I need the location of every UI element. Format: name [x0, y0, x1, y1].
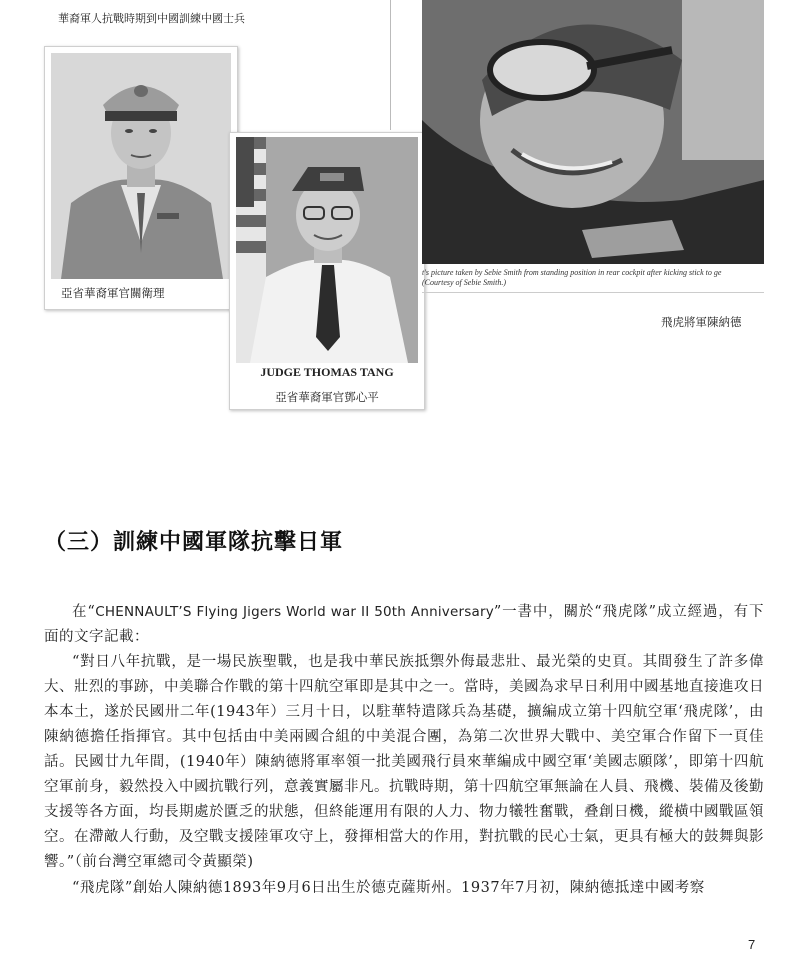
section-heading: （三）訓練中國軍隊抗擊日軍 [44, 529, 344, 555]
pilot-photo-credit [422, 268, 764, 288]
officer-portrait-image [51, 53, 231, 279]
paragraph-quote: “對日八年抗戰，是一場民族聖戰，也是我中華民族抵禦外侮最悲壯、最光榮的史頁。其間發生了許多偉大、壯烈的事跡，中美聯合作戰的第十四航空軍即是其中之一。當時，美國為求早日利用中國基地直接進攻日本本土，遂於民國卅二年(1943年）三月十日，以駐華特遣隊兵為基礎，擴編成立第十四航空軍‘飛虎隊’，由陳納德擔任指揮官。其中包括由中美兩國合組的中美混合團，為第二次世界大戰中、美空軍合作留下一頁佳話。民國廿九年間，(1940年）陳納德將軍率領一批美國飛行員來華編成中國空軍‘美國志願隊’，即第十四航空軍前身，毅然投入中國抗戰行列，意義實屬非凡。抗戰時期，第十四航空軍無論在人員、飛機、裝備及後勤支援等各方面，均長期處於匱乏的狀態，但終能運用有限的人力、物力犧牲奮戰，叠創日機，縱橫中國戰區領空。在滯敵人行動，及空戰支援陸軍攻守上，發揮相當大的作用，對抗戰的民心士氣，更具有極大的鼓舞與影響。”（前台灣空軍總司令黃顯榮) [44, 654, 764, 870]
pilot-photo [422, 0, 764, 264]
page-number: 7 [748, 937, 756, 952]
judge-caption: 亞省華裔軍官鄧心平 [275, 390, 379, 404]
pilot-credit-line2: (Courtesy of Sebie Smith.) [422, 278, 506, 287]
divider-line [390, 0, 391, 130]
judge-photo-card [229, 132, 425, 410]
pilot-credit-line1: t's picture taken by Sebie Smith from standing position in rear cockpit after kicking stick to ge [422, 268, 722, 277]
judge-portrait-image [236, 137, 418, 363]
officer-caption: 亞省華裔軍官關衛理 [61, 286, 165, 300]
judge-name-plate: JUDGE THOMAS TANG [260, 365, 394, 379]
paragraph-chennault: “飛虎隊”創始人陳納德1893年9月6日出生於德克薩斯州。1937年7月初，陳納德抵達中國考察 [72, 880, 705, 896]
pilot-portrait-image [422, 0, 764, 264]
pilot-caption: 飛虎將軍陳納德 [661, 315, 742, 329]
top-caption: 華裔軍人抗戰時期到中國訓練中國士兵 [58, 12, 245, 25]
pilot-photo-border [422, 292, 764, 293]
paragraph-intro [44, 600, 764, 650]
officer-photo-card [44, 46, 238, 310]
judge-photo [236, 137, 418, 363]
book-title: CHENNAULT’S Flying Jigers World war II 50th Anniversary [95, 604, 494, 620]
paragraph-intro-rest: ”一書中，關於“飛虎隊”成立經過，有下面的文字記載： [44, 604, 764, 645]
officer-photo [51, 53, 231, 279]
paragraph-intro-open: 在“ [72, 604, 96, 620]
